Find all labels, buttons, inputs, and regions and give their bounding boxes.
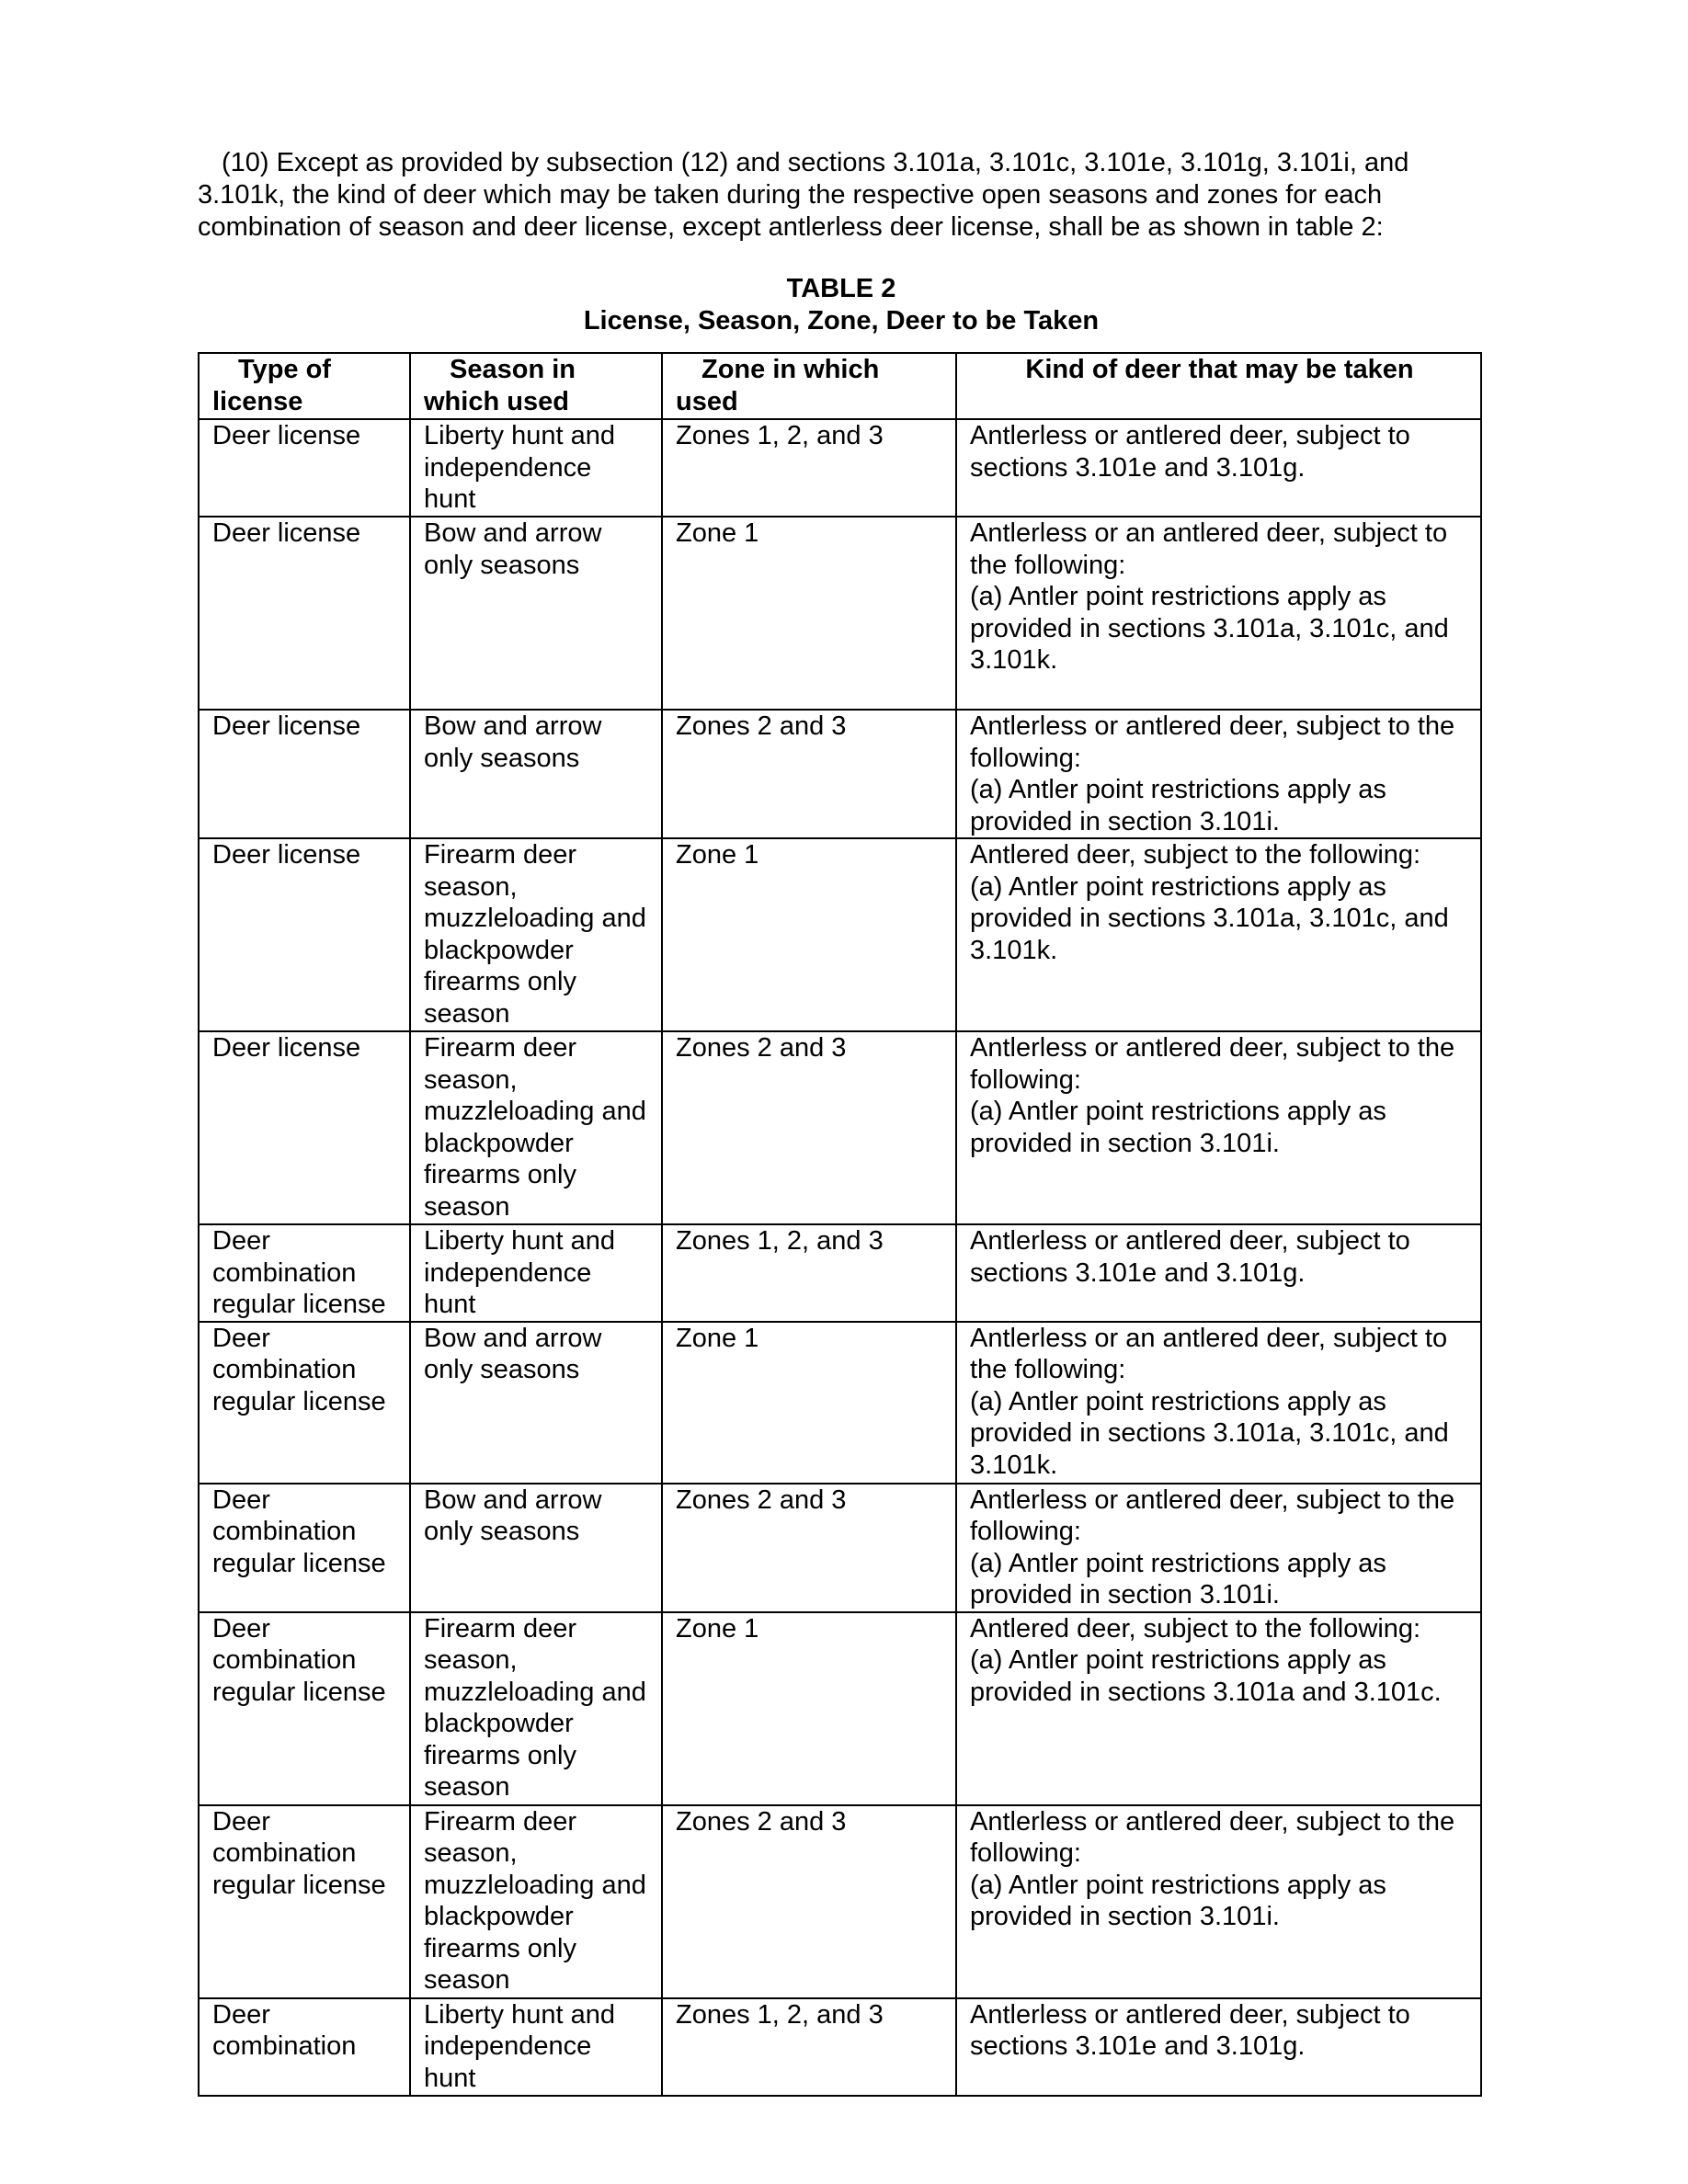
header-zone-line2: used (676, 386, 738, 416)
kind-line: (a) Antler point restrictions apply as provided in sections 3.101a, 3.101c, and 3.101k. (970, 1386, 1449, 1480)
kind-line: Antlerless or antlered deer, subject to sections 3.101e and 3.101g. (970, 1226, 1410, 1288)
cell-license-type: Deer combination regular license (199, 1612, 410, 1805)
cell-license-type: Deer combination regular license (199, 1224, 410, 1322)
cell-kind-of-deer (956, 1805, 1481, 1998)
header-kind-of-deer (956, 353, 1481, 419)
kind-line: Antlerless or an antlered deer, subject to the following: (970, 518, 1448, 580)
cell-kind-of-deer (956, 710, 1481, 838)
kind-line: (a) Antler point restrictions apply as provided in section 3.101i. (970, 1870, 1386, 1931)
kind-line: (a) Antler point restrictions apply as provided in sections 3.101a, 3.101c, and 3.101k. (970, 871, 1449, 965)
table-header-row (199, 353, 1481, 419)
table-row (199, 1998, 1481, 2096)
header-type-of-license (199, 353, 410, 419)
cell-license-type: Deer license (199, 517, 410, 710)
kind-line: (a) Antler point restrictions apply as provided in sections 3.101a, 3.101c, and 3.101k. (970, 582, 1449, 675)
cell-kind-of-deer (956, 1322, 1481, 1484)
kind-line: Antlered deer, subject to the following: (970, 840, 1421, 870)
kind-line: Antlerless or antlered deer, subject to the following: (970, 1033, 1455, 1095)
header-kind-text: Kind of deer that may be taken (1025, 355, 1414, 384)
cell-season: Bow and arrow only seasons (410, 1322, 662, 1484)
kind-line: Antlerless or antlered deer, subject to sections 3.101e and 3.101g. (970, 1999, 1410, 2061)
kind-line: Antlerless or antlered deer, subject to the following: (970, 711, 1455, 773)
table-row (199, 1224, 1481, 1322)
table-row (199, 517, 1481, 710)
cell-zone: Zones 1, 2, and 3 (662, 419, 956, 517)
table-heading (198, 273, 1485, 337)
cell-zone: Zone 1 (662, 517, 956, 710)
cell-kind-of-deer (956, 838, 1481, 1031)
cell-license-type: Deer combination regular license (199, 1805, 410, 1998)
cell-zone: Zones 2 and 3 (662, 1031, 956, 1224)
header-season-line1: Season in (450, 355, 576, 384)
cell-kind-of-deer (956, 419, 1481, 517)
table-row (199, 1484, 1481, 1612)
header-zone-line1: Zone in which (701, 355, 880, 384)
cell-zone: Zone 1 (662, 1322, 956, 1484)
table-row (199, 1612, 1481, 1805)
cell-license-type: Deer license (199, 710, 410, 838)
header-season-line2: which used (424, 386, 569, 416)
header-type-line1: Type of (238, 355, 331, 384)
table-title: License, Season, Zone, Deer to be Taken (583, 306, 1100, 336)
cell-zone: Zone 1 (662, 1612, 956, 1805)
cell-zone: Zones 1, 2, and 3 (662, 1224, 956, 1322)
intro-paragraph: (10) Except as provided by subsection (12) and sections 3.101a, 3.101c, 3.101e, 3.101g, 3.101i, and 3.101k, the kind of deer which may be taken during the respective open seasons and zones for each combination of season and deer license, except antlerless deer license, shall be as shown in table 2: (198, 148, 1409, 242)
cell-license-type: Deer combination regular license (199, 1322, 410, 1484)
kind-line: Antlerless or an antlered deer, subject to the following: (970, 1323, 1448, 1384)
kind-line: (a) Antler point restrictions apply as provided in section 3.101i. (970, 775, 1386, 836)
cell-zone: Zones 2 and 3 (662, 710, 956, 838)
header-season (410, 353, 662, 419)
table-row (199, 710, 1481, 838)
header-type-line2: license (212, 386, 303, 416)
kind-line: Antlerless or antlered deer, subject to the following: (970, 1806, 1455, 1868)
kind-line: (a) Antler point restrictions apply as provided in section 3.101i. (970, 1097, 1386, 1158)
kind-line: (a) Antler point restrictions apply as provided in section 3.101i. (970, 1548, 1386, 1610)
cell-license-type: Deer license (199, 419, 410, 517)
cell-zone: Zones 2 and 3 (662, 1484, 956, 1612)
cell-license-type: Deer license (199, 1031, 410, 1224)
kind-line: Antlered deer, subject to the following: (970, 1613, 1421, 1644)
cell-zone: Zones 2 and 3 (662, 1805, 956, 1998)
table-row (199, 838, 1481, 1031)
cell-season: Bow and arrow only seasons (410, 517, 662, 710)
cell-season: Firearm deer season, muzzleloading and blackpowder firearms only season (410, 1805, 662, 1998)
cell-kind-of-deer (956, 1484, 1481, 1612)
cell-season: Firearm deer season, muzzleloading and blackpowder firearms only season (410, 1612, 662, 1805)
cell-season: Firearm deer season, muzzleloading and blackpowder firearms only season (410, 838, 662, 1031)
cell-license-type: Deer combination (199, 1998, 410, 2096)
table-row (199, 1322, 1481, 1484)
table-row (199, 1805, 1481, 1998)
kind-line: (a) Antler point restrictions apply as provided in sections 3.101a and 3.101c. (970, 1645, 1442, 1707)
cell-season: Liberty hunt and independence hunt (410, 1224, 662, 1322)
cell-season: Bow and arrow only seasons (410, 1484, 662, 1612)
cell-license-type: Deer license (199, 838, 410, 1031)
cell-zone: Zone 1 (662, 838, 956, 1031)
cell-kind-of-deer (956, 1224, 1481, 1322)
cell-kind-of-deer (956, 1031, 1481, 1224)
table-row (199, 1031, 1481, 1224)
cell-season: Liberty hunt and independence hunt (410, 1998, 662, 2096)
cell-zone: Zones 1, 2, and 3 (662, 1998, 956, 2096)
table-row (199, 419, 1481, 517)
cell-kind-of-deer (956, 1612, 1481, 1805)
table-number: TABLE 2 (786, 274, 896, 303)
header-zone (662, 353, 956, 419)
kind-line: Antlerless or antlered deer, subject to the following: (970, 1484, 1455, 1546)
cell-season: Bow and arrow only seasons (410, 710, 662, 838)
cell-kind-of-deer (956, 1998, 1481, 2096)
cell-kind-of-deer (956, 517, 1481, 710)
deer-table (198, 352, 1482, 2097)
cell-season: Firearm deer season, muzzleloading and blackpowder firearms only season (410, 1031, 662, 1224)
cell-license-type: Deer combination regular license (199, 1484, 410, 1612)
kind-line: Antlerless or antlered deer, subject to sections 3.101e and 3.101g. (970, 421, 1410, 483)
cell-season: Liberty hunt and independence hunt (410, 419, 662, 517)
